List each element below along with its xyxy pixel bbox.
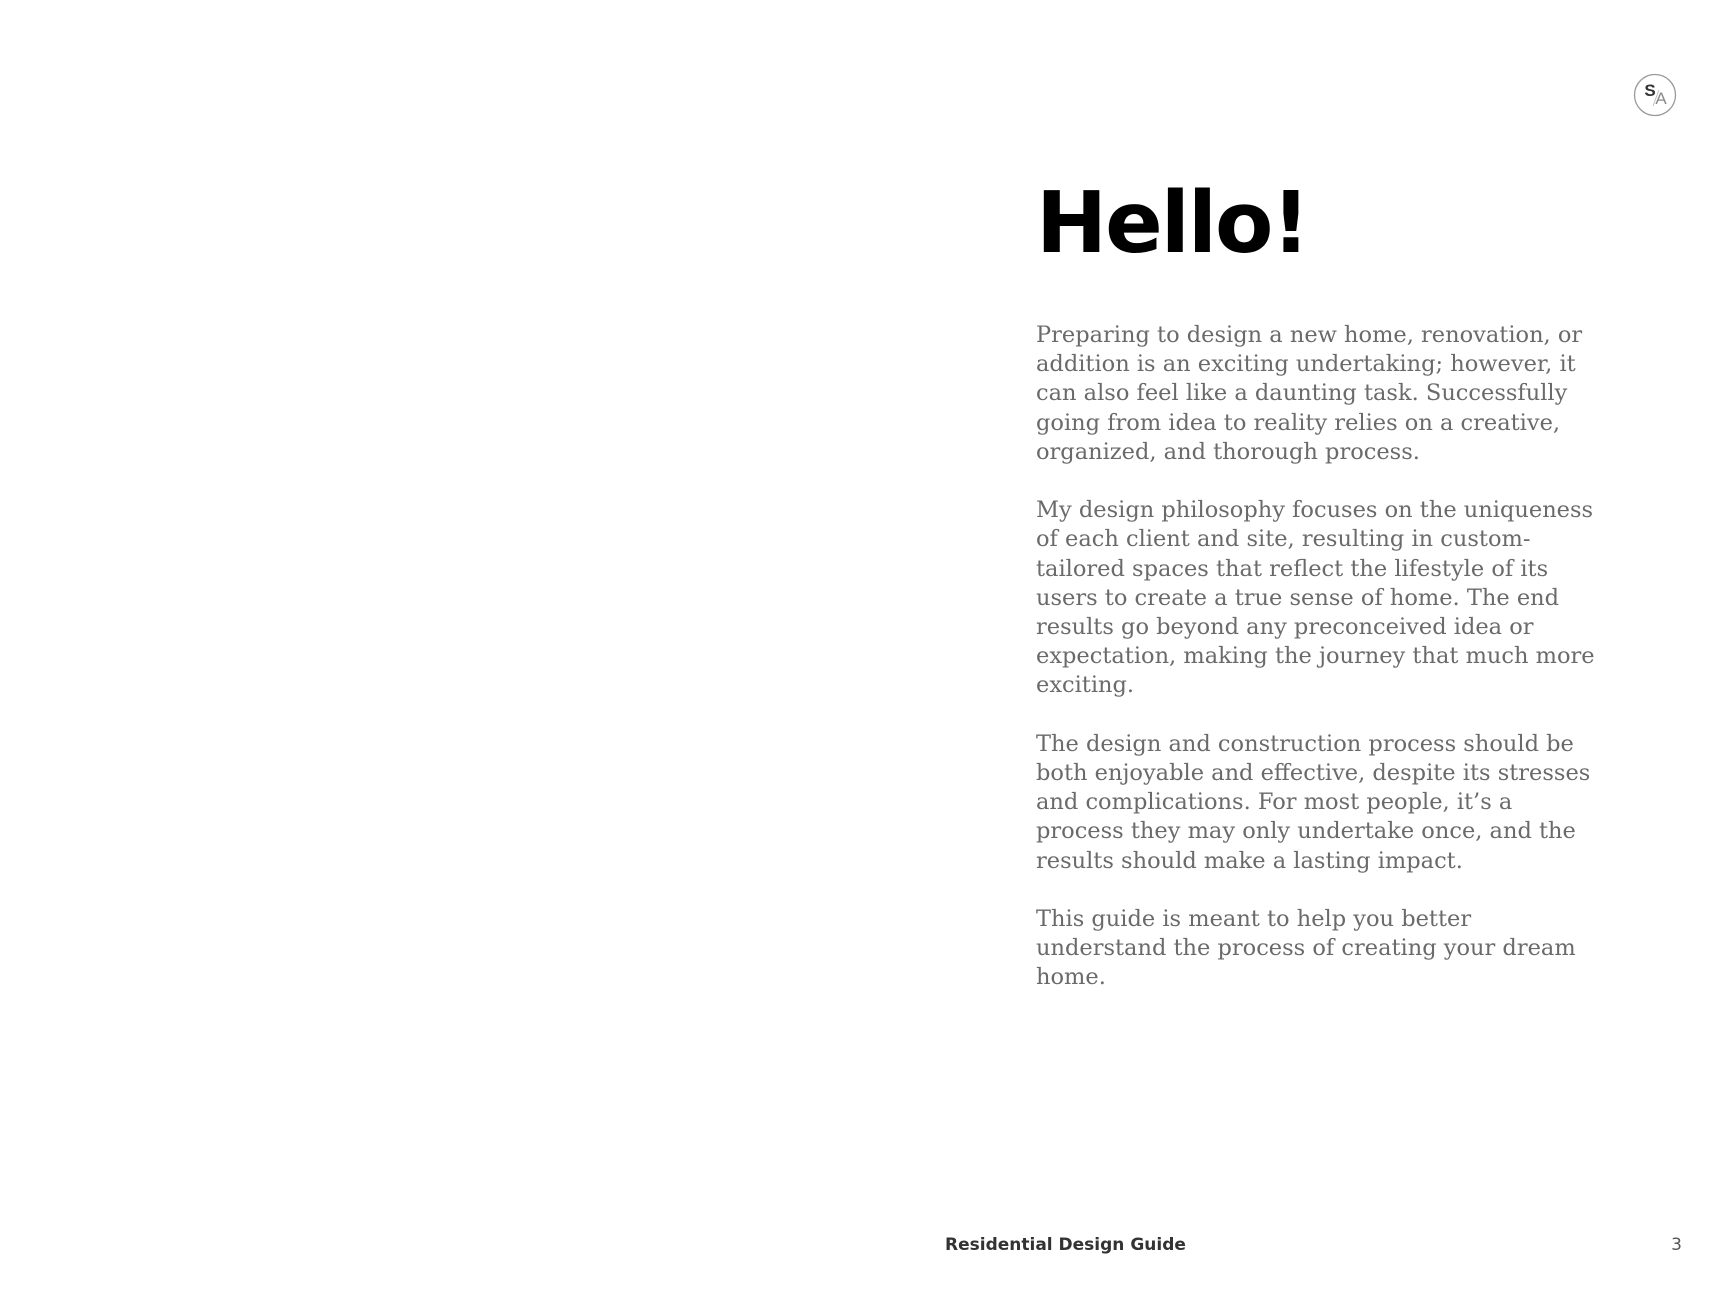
footer-title: Residential Design Guide xyxy=(945,1235,1186,1255)
paragraph-process: The design and construction process should be both enjoyable and effective, despite its stresses and complications. For most people, it’s a process they may only undertake once, and the results should make a lasting impact. xyxy=(1036,730,1591,874)
paragraph-guide: This guide is meant to help you better understand the process of creating your dream home. xyxy=(1036,906,1576,991)
body-text xyxy=(1036,321,1596,993)
paragraph-intro: Preparing to design a new home, renovation, or addition is an exciting undertaking; however, it can also feel like a daunting task. Successfully going from idea to reality relies on a creative, organized, and thorough process. xyxy=(1036,322,1583,465)
logo-letter-s: S xyxy=(1644,81,1656,100)
logo-icon xyxy=(1633,73,1677,117)
page-heading: Hello! xyxy=(1036,174,1309,273)
page-number: 3 xyxy=(1671,1235,1682,1255)
studio-logo xyxy=(1633,73,1677,117)
paragraph-philosophy: My design philosophy focuses on the uniqueness of each client and site, resulting in custom-tailored spaces that reflect the lifestyle of its users to create a true sense of home. The end results go beyond any preconceived idea or expectation, making the journey that much more exciting. xyxy=(1036,497,1595,699)
logo-letter-a: A xyxy=(1655,89,1667,108)
